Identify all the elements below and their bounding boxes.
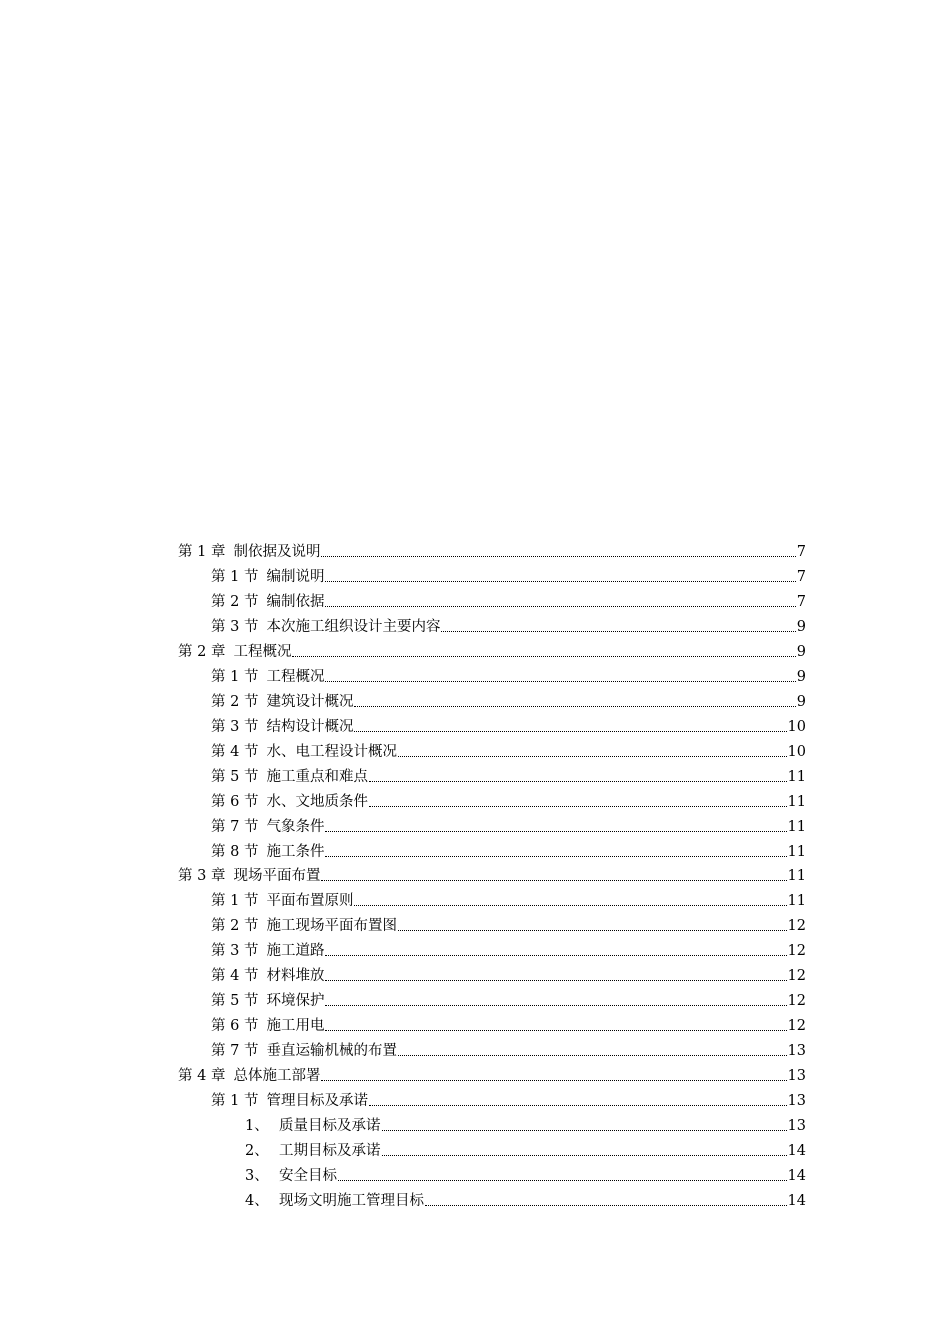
toc-entry-title: 本次施工组织设计主要内容 (266, 618, 441, 635)
dot-leader (325, 954, 786, 956)
toc-entry-page-number: 13 (787, 1043, 806, 1060)
dot-leader (354, 705, 795, 707)
toc-entry-number: 第 2 节 (211, 918, 259, 935)
toc-entry-page-number: 9 (796, 693, 806, 710)
toc-entry-page-number: 10 (787, 718, 806, 735)
toc-entry-page-number: 11 (787, 893, 806, 910)
toc-entry[interactable] (178, 537, 806, 562)
dot-leader (325, 580, 795, 582)
toc-entry-title: 气象条件 (266, 818, 325, 835)
toc-entry[interactable] (211, 936, 806, 961)
toc-entry-number: 第 2 节 (211, 693, 259, 710)
toc-entry-title: 施工条件 (266, 843, 325, 860)
toc-entry-title: 工程概况 (266, 668, 325, 685)
toc-entry[interactable] (245, 1186, 806, 1211)
toc-entry-number: 第 1 节 (211, 893, 259, 910)
toc-entry-title: 编制依据 (266, 593, 325, 610)
toc-entry-page-number: 12 (787, 993, 806, 1010)
toc-entry-title: 安全目标 (279, 1168, 337, 1184)
toc-entry[interactable] (211, 886, 806, 911)
toc-entry-page-number: 7 (796, 568, 806, 585)
toc-entry-page-number: 12 (787, 918, 806, 935)
toc-entry-title: 编制说明 (266, 568, 325, 585)
toc-entry-number: 第 5 节 (211, 768, 259, 785)
dot-leader (398, 929, 787, 931)
toc-entry-title: 水、电工程设计概况 (266, 743, 397, 760)
toc-entry-page-number: 11 (787, 868, 806, 885)
toc-entry-number: 1、 (245, 1118, 269, 1135)
toc-entry-number: 第 7 节 (211, 818, 259, 835)
dot-leader (425, 1204, 787, 1206)
toc-entry-title: 水、文地质条件 (266, 793, 368, 810)
toc-entry-page-number: 10 (787, 743, 806, 760)
dot-leader (292, 655, 795, 657)
toc-entry[interactable] (211, 662, 806, 687)
toc-entry[interactable] (211, 1036, 806, 1061)
toc-entry-title: 平面布置原则 (266, 893, 354, 910)
toc-entry[interactable] (211, 812, 806, 837)
toc-entry-title: 垂直运输机械的布置 (266, 1043, 397, 1060)
toc-entry-number: 第 1 章 (178, 544, 226, 560)
toc-entry-title: 结构设计概况 (266, 718, 354, 735)
toc-entry-title: 管理目标及承诺 (266, 1093, 368, 1110)
toc-entry-page-number: 9 (796, 643, 806, 660)
toc-entry-number: 3、 (245, 1168, 269, 1184)
dot-leader (354, 904, 786, 906)
dot-leader (321, 555, 795, 557)
toc-entry[interactable] (211, 787, 806, 812)
toc-entry-title: 建筑设计概况 (266, 693, 354, 710)
dot-leader (398, 755, 787, 757)
dot-leader (369, 1104, 787, 1106)
toc-entry-title: 工期目标及承诺 (279, 1143, 381, 1160)
dot-leader (369, 805, 787, 807)
toc-entry-page-number: 12 (787, 968, 806, 985)
toc-entry-number: 2、 (245, 1143, 269, 1160)
toc-entry[interactable] (245, 1136, 806, 1161)
toc-entry[interactable] (178, 1061, 806, 1086)
toc-entry-number: 第 3 章 (178, 868, 226, 885)
dot-leader (325, 855, 786, 857)
toc-entry-title: 施工用电 (266, 1018, 325, 1035)
toc-entry-title: 工程概况 (233, 643, 292, 660)
toc-entry-number: 4、 (245, 1192, 269, 1209)
toc-entry-title: 制依据及说明 (233, 544, 321, 560)
dot-leader (369, 780, 787, 782)
toc-entry-number: 第 6 节 (211, 793, 259, 810)
toc-entry-number: 第 1 节 (211, 568, 259, 585)
dot-leader (321, 879, 786, 881)
toc-entry-number: 第 8 节 (211, 843, 259, 860)
dot-leader (325, 830, 786, 832)
toc-entry[interactable] (211, 986, 806, 1011)
toc-entry[interactable] (211, 837, 806, 862)
toc-entry-number: 第 4 章 (178, 1068, 226, 1085)
toc-entry-number: 第 3 节 (211, 943, 259, 960)
toc-entry[interactable] (211, 1086, 806, 1111)
dot-leader (321, 1079, 786, 1081)
toc-entry-page-number: 14 (787, 1192, 806, 1209)
dot-leader (325, 1004, 786, 1006)
toc-entry-page-number: 11 (787, 818, 806, 835)
dot-leader (382, 1154, 787, 1156)
toc-entry[interactable] (211, 911, 806, 936)
dot-leader (441, 630, 795, 632)
toc-entry-page-number: 7 (796, 544, 806, 560)
dot-leader (338, 1179, 787, 1181)
toc-entry[interactable] (211, 562, 806, 587)
toc-entry-page-number: 13 (787, 1093, 806, 1110)
toc-entry-number: 第 4 节 (211, 743, 259, 760)
dot-leader (398, 1054, 787, 1056)
toc-entry-title: 现场平面布置 (233, 868, 321, 885)
dot-leader (325, 605, 795, 607)
toc-entry-page-number: 11 (787, 768, 806, 785)
toc-entry-number: 第 1 节 (211, 668, 259, 685)
toc-entry-page-number: 12 (787, 943, 806, 960)
toc-entry[interactable] (211, 737, 806, 762)
toc-entry-page-number: 9 (796, 668, 806, 685)
toc-entry-title: 质量目标及承诺 (279, 1118, 381, 1135)
toc-entry-number: 第 5 节 (211, 993, 259, 1010)
toc-entry-title: 材料堆放 (266, 968, 325, 985)
toc-entry-title: 施工重点和难点 (266, 768, 368, 785)
toc-entry-page-number: 9 (796, 618, 806, 635)
toc-entry-page-number: 13 (787, 1068, 806, 1085)
toc-entry-number: 第 6 节 (211, 1018, 259, 1035)
toc-entry[interactable] (211, 961, 806, 986)
toc-entry-title: 施工现场平面布置图 (266, 918, 397, 935)
toc-entry-page-number: 11 (787, 793, 806, 810)
toc-entry[interactable] (211, 1011, 806, 1036)
toc-entry[interactable] (178, 861, 806, 886)
toc-entry-number: 第 2 节 (211, 593, 259, 610)
toc-entry-number: 第 7 节 (211, 1043, 259, 1060)
toc-entry-page-number: 7 (796, 593, 806, 610)
toc-entry[interactable] (211, 587, 806, 612)
toc-entry-page-number: 11 (787, 843, 806, 860)
toc-entry-number: 第 4 节 (211, 968, 259, 985)
toc-entry-number: 第 2 章 (178, 643, 226, 660)
toc-entry-title: 施工道路 (266, 943, 325, 960)
toc-entry-number: 第 1 节 (211, 1093, 259, 1110)
dot-leader (325, 1029, 786, 1031)
toc-entry-page-number: 14 (787, 1143, 806, 1160)
dot-leader (325, 979, 786, 981)
toc-entry-number: 第 3 节 (211, 718, 259, 735)
toc-entry-page-number: 14 (787, 1168, 806, 1184)
toc-entry-page-number: 12 (787, 1018, 806, 1035)
toc-entry-number: 第 3 节 (211, 618, 259, 635)
toc-entry-title: 环境保护 (266, 993, 325, 1010)
toc-entry-title: 总体施工部署 (233, 1068, 321, 1085)
toc-entry[interactable] (245, 1161, 806, 1186)
toc-entry[interactable] (211, 612, 806, 637)
dot-leader (382, 1129, 787, 1131)
toc-entry[interactable] (211, 762, 806, 787)
toc-entry[interactable] (178, 637, 806, 662)
toc-entry[interactable] (211, 687, 806, 712)
toc-entry-page-number: 13 (787, 1118, 806, 1135)
dot-leader (325, 680, 795, 682)
toc-entry[interactable] (211, 712, 806, 737)
toc-entry-title: 现场文明施工管理目标 (279, 1192, 424, 1209)
dot-leader (354, 730, 786, 732)
toc-entry[interactable] (245, 1111, 806, 1136)
